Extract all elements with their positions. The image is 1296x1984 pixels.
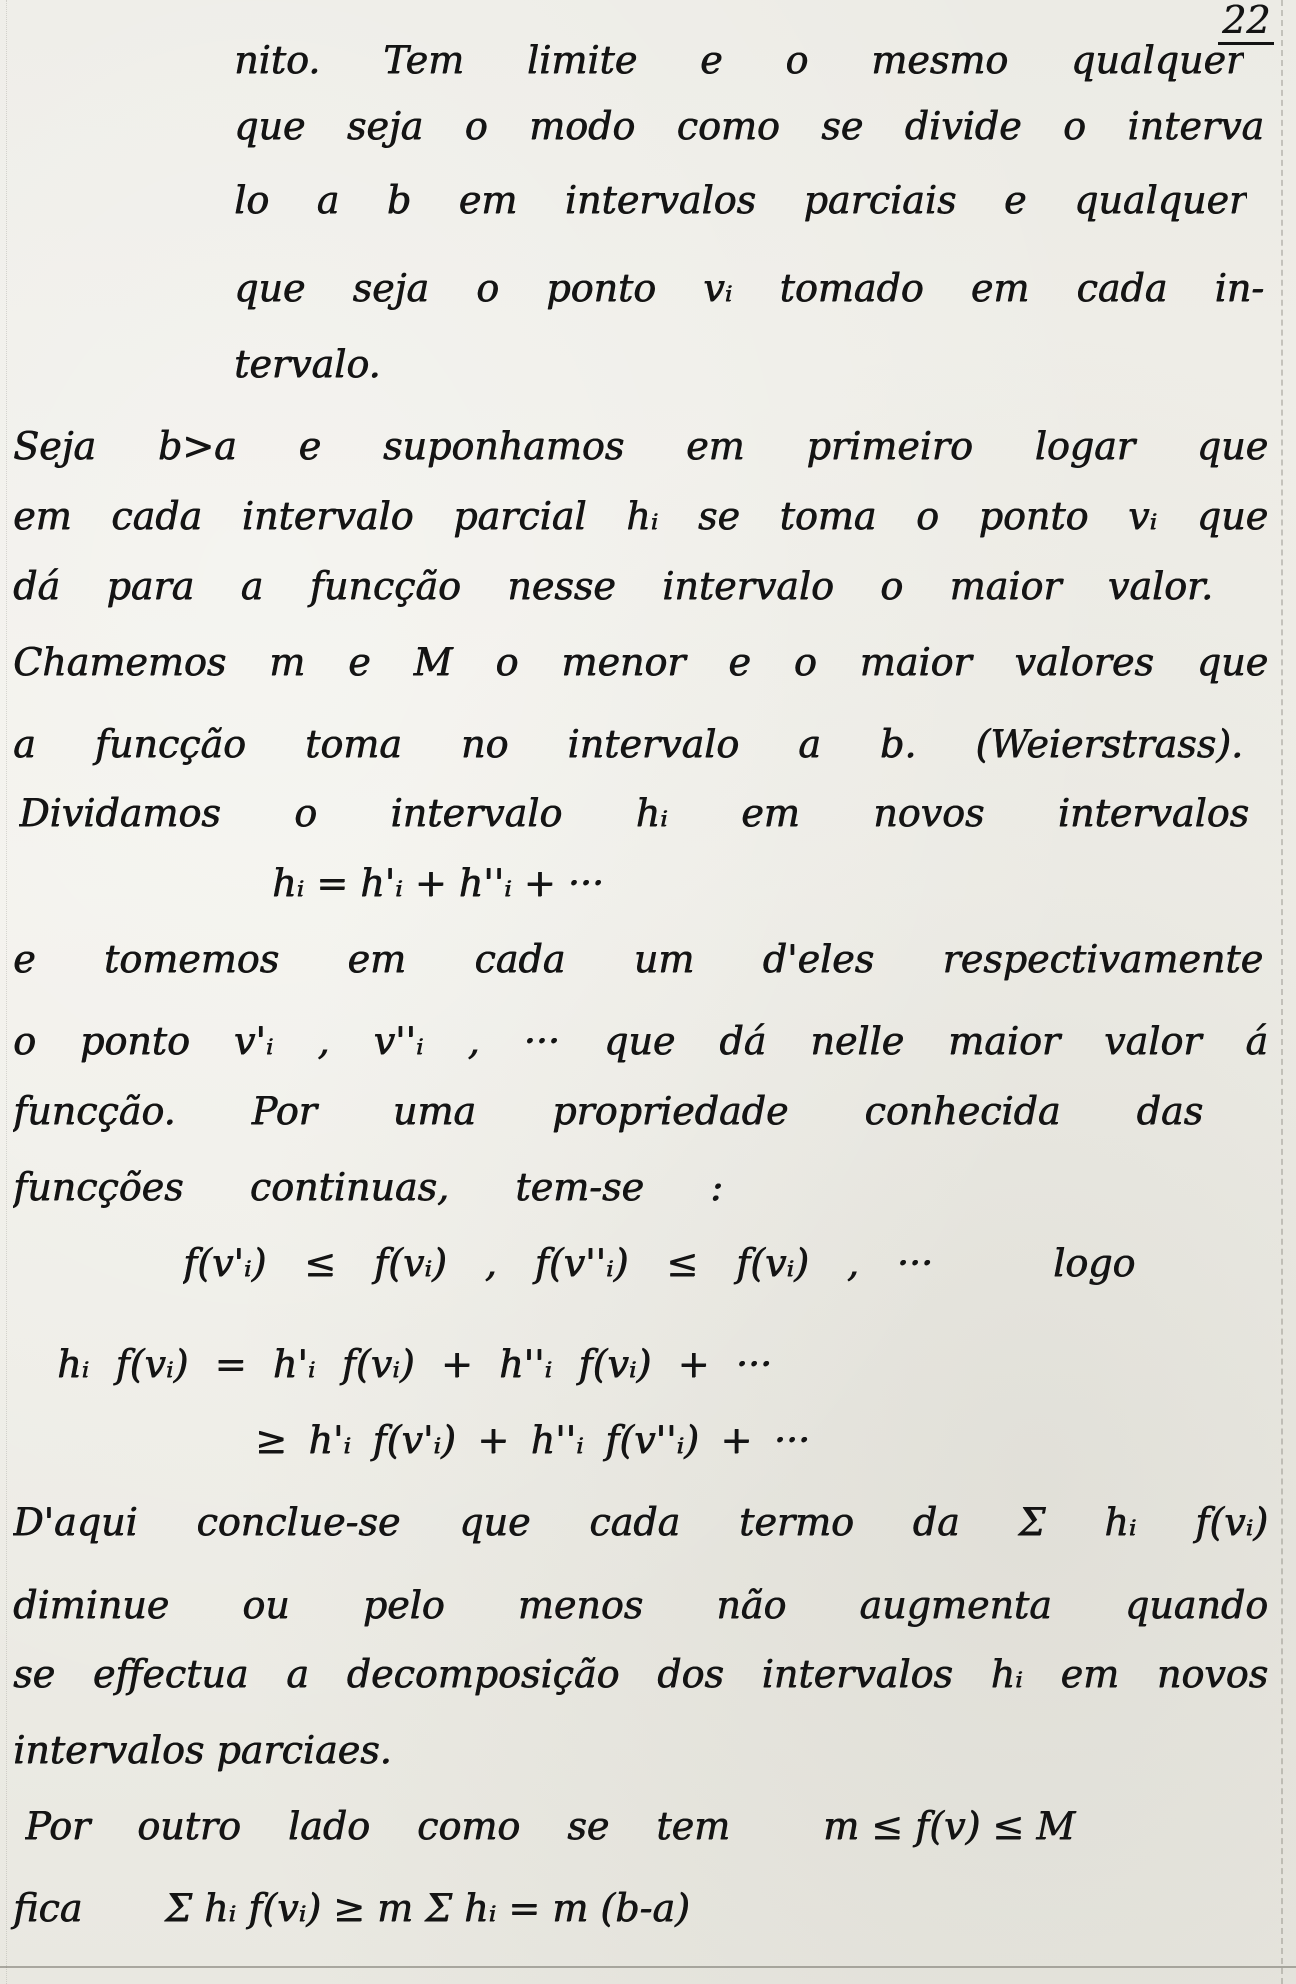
paper-fold-right [1281,0,1283,1984]
manuscript-word: logo [1053,1241,1136,1285]
manuscript-line: que seja o ponto vᵢ tomado em cada in- [234,266,1264,310]
inequality-line: Σ hᵢ f(vᵢ) ≥ m Σ hᵢ = m (b-a) [165,1886,690,1930]
page-bottom-edge [0,1966,1296,1968]
manuscript-line: o ponto v'ᵢ , v''ᵢ , ··· que dá nelle maior valor á [13,1019,1268,1063]
manuscript-line: em cada intervalo parcial hᵢ se toma o ponto vᵢ que [13,494,1268,538]
manuscript-line: Dividamos o intervalo hᵢ em novos intervalos [19,791,1249,835]
manuscript-line: Seja b>a e suponhamos em primeiro logar que [13,424,1268,468]
manuscript-line: se effectua a decomposição dos intervalos hᵢ em novos [13,1652,1268,1696]
manuscript-line: e tomemos em cada um d'eles respectivamente [13,937,1263,981]
manuscript-line: dá para a funcção nesse intervalo o maior valor. [13,564,1213,608]
manuscript-line: tervalo. [234,342,381,386]
manuscript-line: intervalos parciaes. [13,1728,392,1772]
equation-line: hᵢ f(vᵢ) = h'ᵢ f(vᵢ) + h''ᵢ f(vᵢ) + ··· [57,1342,772,1386]
manuscript-line: a funcção toma no intervalo a b. (Weierstrass). [13,722,1243,766]
manuscript-line: funcção. Por uma propriedade conhecida das [13,1089,1203,1133]
equation-line: hᵢ = h'ᵢ + h''ᵢ + ··· [272,861,604,905]
page-number: 22 [1218,0,1274,45]
paper-fold-left [6,0,7,1984]
manuscript-line: diminue ou pelo menos não augmenta quando [13,1583,1268,1627]
inequality-line: m ≤ f(v) ≤ M [823,1804,1076,1848]
equation-line: ≥ h'ᵢ f(v'ᵢ) + h''ᵢ f(v''ᵢ) + ··· [255,1418,810,1462]
manuscript-line: nito. Tem limite e o mesmo qualquer [234,38,1244,82]
manuscript-line: Por outro lado como se tem [25,1804,730,1848]
manuscript-line: lo a b em intervalos parciais e qualquer [234,178,1247,222]
manuscript-line: Chamemos m e M o menor e o maior valores que [13,640,1268,684]
manuscript-line: D'aqui conclue-se que cada termo da Σ hᵢ f(vᵢ) [13,1500,1268,1544]
manuscript-line: que seja o modo como se divide o interva [234,104,1264,148]
inequality-line: f(v'ᵢ) ≤ f(vᵢ) , f(v''ᵢ) ≤ f(vᵢ) , ··· [183,1241,933,1285]
manuscript-word: fica [13,1886,83,1930]
manuscript-line: funcções continuas, tem-se : [13,1165,723,1209]
